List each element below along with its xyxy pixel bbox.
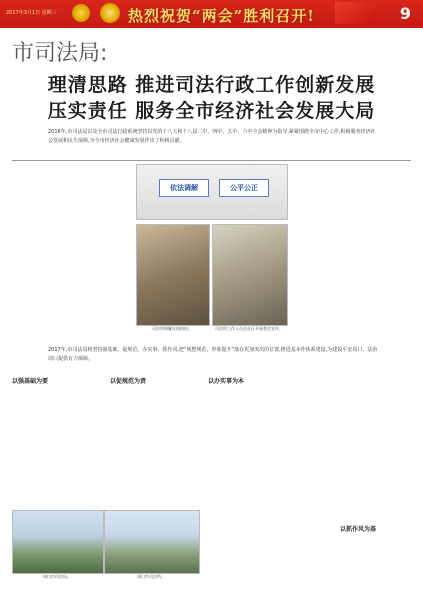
header-title: 热烈祝贺“两会”胜利召开!: [128, 7, 315, 25]
subhead-practical: 以办实事为本: [208, 378, 245, 385]
header-banner: [0, 0, 423, 28]
party-emblem-icon: [100, 3, 120, 23]
caption-mediation: 司法所调解民间纠纷。: [152, 326, 192, 331]
body-column-5: [306, 534, 412, 594]
body-column-1: [12, 386, 104, 506]
sign-fairness: 公平公正: [219, 179, 269, 197]
flag-decoration-icon: [335, 2, 375, 24]
mid-quote: 2017年,市司法局将坚持强基础、促规范、办实事、抓作风,把“规整规范、形象提升”落在更加突出的位置,推进基本作体系建设,为建设平安周口、法治周口提供有力保障。: [48, 347, 378, 362]
body-column-4: [306, 386, 412, 526]
page-number: 9: [399, 4, 411, 23]
divider: [12, 160, 411, 161]
header-date: 2017年3月1日 星期三: [6, 10, 57, 16]
sign-mediation: 依法调解: [159, 179, 209, 197]
photo-bureau-building: [12, 510, 104, 574]
photo-mediation-meeting: [136, 224, 210, 326]
headline-line-1: 理清思路 推进司法行政工作创新发展: [47, 74, 376, 96]
body-column-left: [12, 164, 130, 344]
photo-mediation-room: [136, 164, 288, 220]
subhead-style: 以抓作风为基: [340, 526, 377, 533]
headline-line-2: 压实责任 服务全市经济社会发展大局: [47, 100, 376, 122]
caption-publicity: 司法所工作人员在社区开展普法宣传。: [215, 326, 283, 331]
photo-justice-office: [104, 510, 200, 574]
body-column-right: [292, 164, 412, 344]
body-column-2: [110, 386, 202, 486]
photo-legal-publicity: [212, 224, 288, 326]
caption-office: 周口市司法所。: [137, 574, 165, 579]
body-column-3: [208, 386, 300, 506]
lead-paragraph: 2016年,市司法局以及全市司法行政系统坚持以党的十八大和十八届三中、四中、五中、六中全会精神为指导,紧紧围绕全市中心工作,积极服务经济社会发展和民生保障,为全市经济社会健康发展作出了积极贡献。: [48, 129, 376, 144]
national-emblem-icon: [72, 4, 90, 22]
section-label: 市司法局:: [12, 41, 108, 66]
subhead-foundation: 以强基础为要: [12, 378, 49, 385]
subhead-standards: 以促规范为责: [110, 378, 147, 385]
caption-bureau: 周口市司法局。: [43, 574, 71, 579]
